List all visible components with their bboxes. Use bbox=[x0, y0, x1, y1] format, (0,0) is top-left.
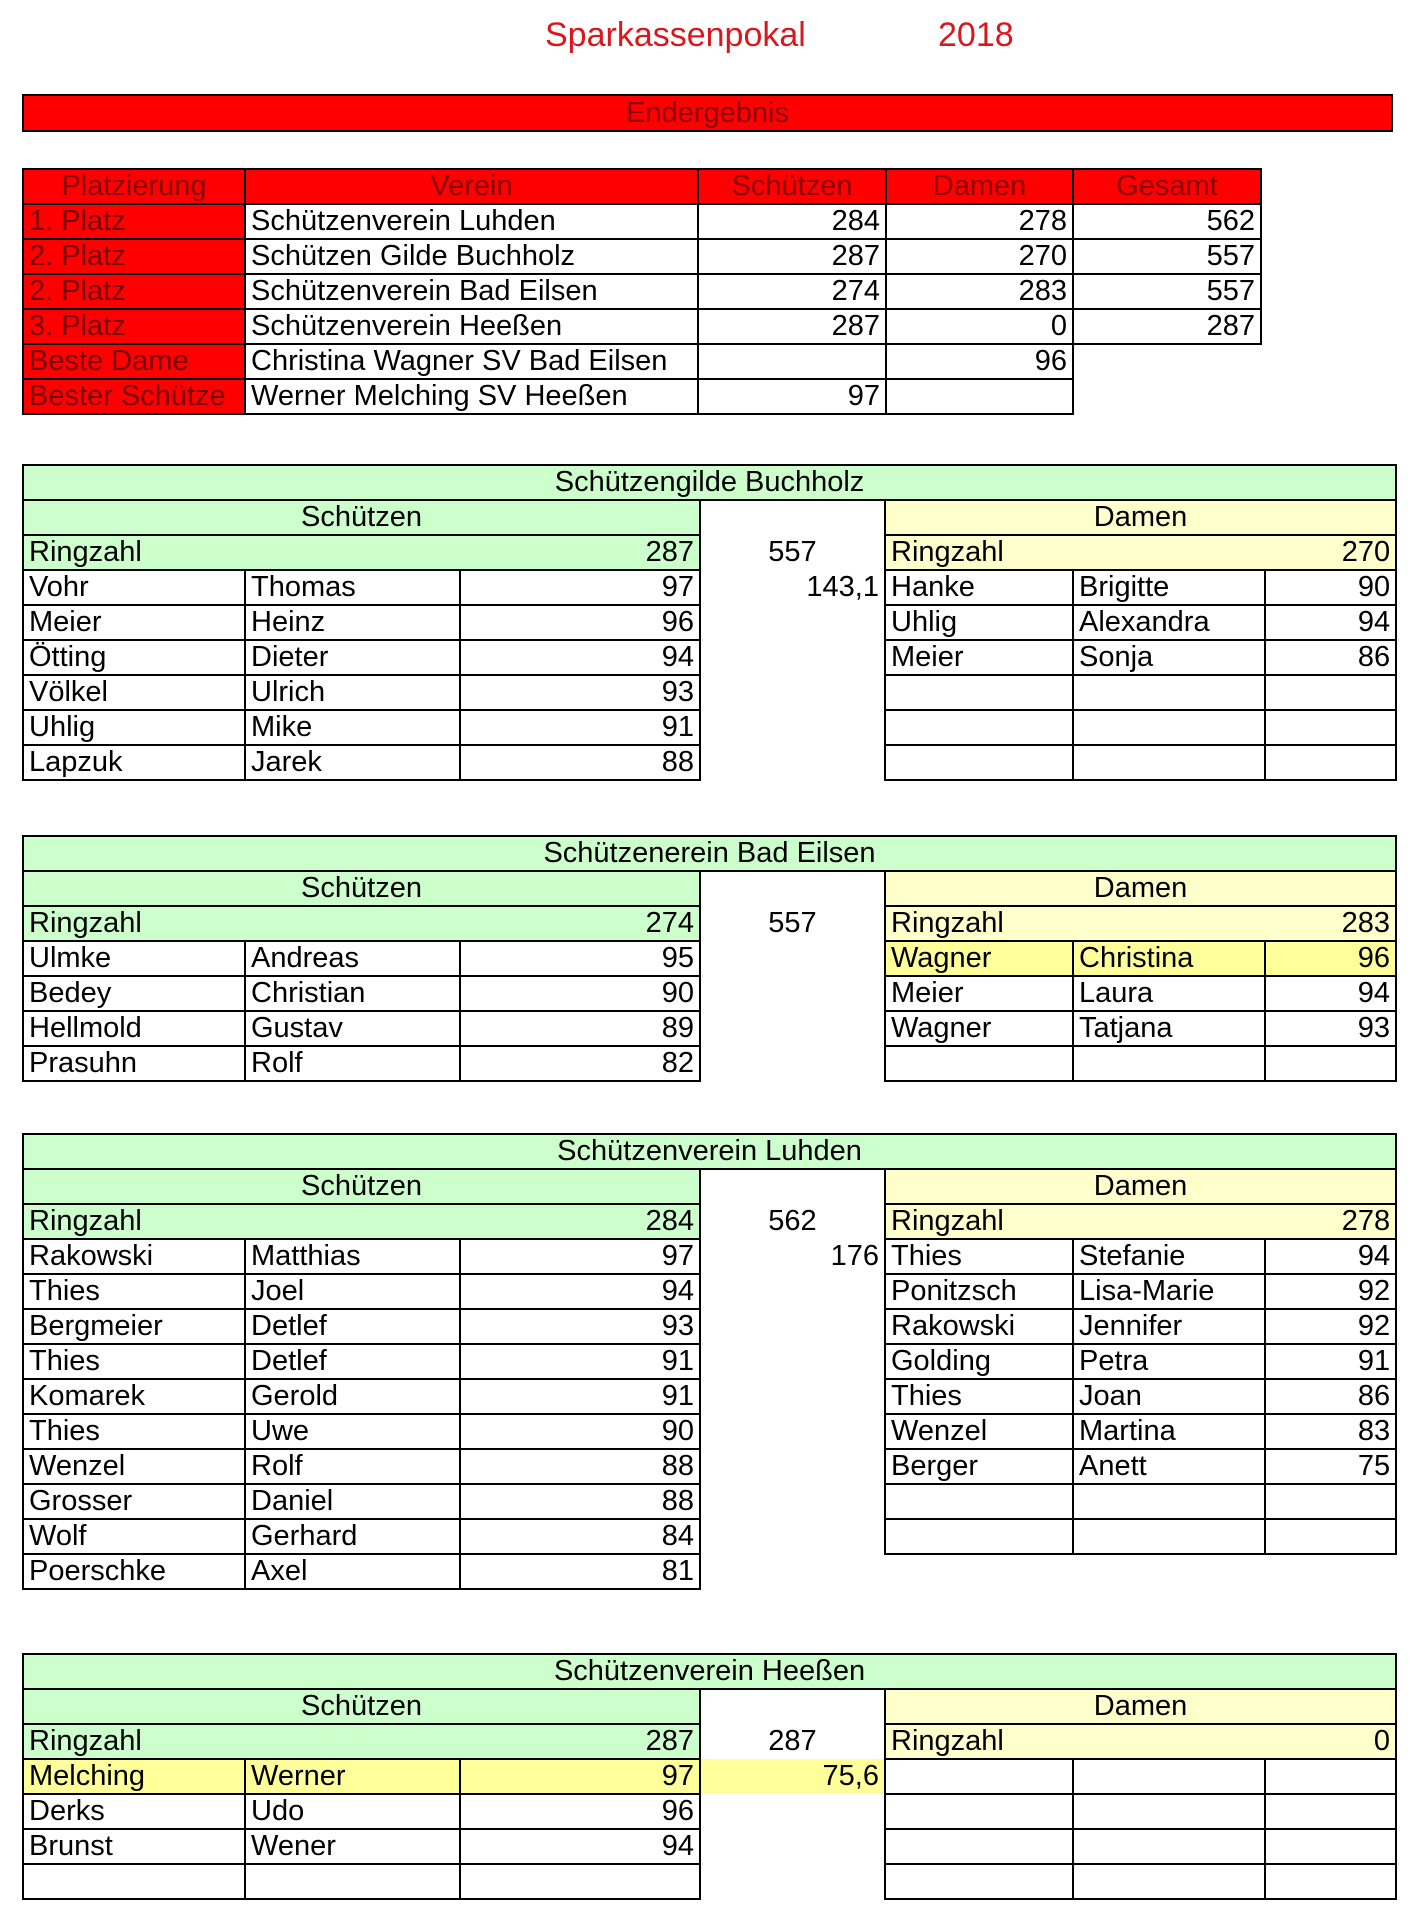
blank-cell bbox=[700, 1794, 885, 1829]
shooter-firstname: Rolf bbox=[245, 1046, 460, 1081]
shooter-surname: Meier bbox=[23, 605, 245, 640]
lady-surname: Berger bbox=[885, 1449, 1073, 1484]
lady-surname: Meier bbox=[885, 640, 1073, 675]
schuetzen-ringzahl-label: Ringzahl bbox=[23, 1204, 460, 1239]
lady-surname: Ponitzsch bbox=[885, 1274, 1073, 1309]
damen-cell: 0 bbox=[886, 309, 1073, 344]
schuetzen-ringzahl-label: Ringzahl bbox=[23, 535, 460, 570]
shooter-surname: Prasuhn bbox=[23, 1046, 245, 1081]
shooter-firstname: Gerhard bbox=[245, 1519, 460, 1554]
shooter-score: 88 bbox=[460, 1484, 700, 1519]
schuetzen-ringzahl-value: 287 bbox=[460, 1724, 700, 1759]
section-title-row bbox=[23, 836, 1396, 871]
schuetzen-ringzahl-label: Ringzahl bbox=[23, 906, 460, 941]
damen-group-label: Damen bbox=[885, 871, 1396, 906]
lady-score: 92 bbox=[1265, 1274, 1396, 1309]
lady-score: 94 bbox=[1265, 605, 1396, 640]
lady-firstname: Petra bbox=[1073, 1344, 1265, 1379]
shooter-surname: Grosser bbox=[23, 1484, 245, 1519]
lady-firstname bbox=[1073, 1759, 1265, 1794]
shooter-surname: Bedey bbox=[23, 976, 245, 1011]
lady-score: 94 bbox=[1265, 976, 1396, 1011]
blank-cell bbox=[1073, 379, 1261, 414]
lady-surname bbox=[885, 745, 1073, 780]
damen-group-label: Damen bbox=[885, 1689, 1396, 1724]
extra-value: 143,1 bbox=[806, 571, 879, 603]
lady-firstname bbox=[1073, 710, 1265, 745]
endergebnis-banner: Endergebnis bbox=[22, 94, 1393, 132]
lady-score bbox=[1265, 1794, 1396, 1829]
gesamt-cell: 557 bbox=[1073, 274, 1261, 309]
shooter-surname: Ötting bbox=[23, 640, 245, 675]
table-row bbox=[23, 605, 1396, 640]
shooter-firstname: Mike bbox=[245, 710, 460, 745]
blank-cell bbox=[700, 640, 885, 675]
table-row bbox=[23, 976, 1396, 1011]
lady-surname: Meier bbox=[885, 976, 1073, 1011]
blank-cell bbox=[700, 1449, 885, 1484]
shooter-score: 90 bbox=[460, 976, 700, 1011]
lady-surname bbox=[885, 1519, 1073, 1554]
section-title: Schützengilde Buchholz bbox=[23, 465, 1396, 500]
lady-score: 94 bbox=[1265, 1239, 1396, 1274]
shooter-score: 91 bbox=[460, 1379, 700, 1414]
club-cell: Schützenverein Luhden bbox=[245, 204, 698, 239]
shooter-firstname: Wener bbox=[245, 1829, 460, 1864]
lady-surname bbox=[885, 1759, 1073, 1794]
table-row bbox=[23, 204, 1261, 239]
lady-firstname: Jennifer bbox=[1073, 1309, 1265, 1344]
lady-score: 86 bbox=[1265, 1379, 1396, 1414]
schuetzen-ringzahl-value: 284 bbox=[460, 1204, 700, 1239]
lady-firstname: Brigitte bbox=[1073, 570, 1265, 605]
blank-cell bbox=[700, 710, 885, 745]
blank-cell bbox=[1265, 1554, 1396, 1589]
section-title: Schützenerein Bad Eilsen bbox=[23, 836, 1396, 871]
schuetzen-cell: 287 bbox=[698, 309, 886, 344]
schuetzen-cell: 287 bbox=[698, 239, 886, 274]
shooter-firstname: Ulrich bbox=[245, 675, 460, 710]
blank-cell bbox=[1073, 344, 1261, 379]
shooter-firstname: Gerold bbox=[245, 1379, 460, 1414]
club-section-table bbox=[22, 835, 1397, 1082]
lady-firstname bbox=[1073, 1519, 1265, 1554]
blank-cell bbox=[700, 976, 885, 1011]
shooter-surname bbox=[23, 1864, 245, 1899]
damen-ringzahl-value: 283 bbox=[1265, 906, 1396, 941]
lady-score: 96 bbox=[1265, 941, 1396, 976]
table-row bbox=[23, 1414, 1396, 1449]
schuetzen-cell: 284 bbox=[698, 204, 886, 239]
damen-ringzahl-value: 0 bbox=[1265, 1724, 1396, 1759]
blank-cell bbox=[700, 1011, 885, 1046]
shooter-score: 94 bbox=[460, 1829, 700, 1864]
shooter-surname: Poerschke bbox=[23, 1554, 245, 1589]
lady-firstname: Martina bbox=[1073, 1414, 1265, 1449]
beste-dame-name: Christina Wagner SV Bad Eilsen bbox=[245, 344, 698, 379]
lady-score bbox=[1265, 1759, 1396, 1794]
lady-score: 75 bbox=[1265, 1449, 1396, 1484]
damen-ringzahl-label: Ringzahl bbox=[885, 535, 1265, 570]
lady-firstname: Lisa-Marie bbox=[1073, 1274, 1265, 1309]
table-row bbox=[23, 1864, 1396, 1899]
lady-score bbox=[1265, 675, 1396, 710]
blank-cell bbox=[700, 675, 885, 710]
shooter-score: 94 bbox=[460, 640, 700, 675]
endergebnis-table bbox=[22, 168, 1262, 415]
section-title: Schützenverein Luhden bbox=[23, 1134, 1396, 1169]
shooter-score: 95 bbox=[460, 941, 700, 976]
gesamt-cell: 557 bbox=[1073, 239, 1261, 274]
ringzahl-row bbox=[23, 1724, 1396, 1759]
shooter-firstname: Heinz bbox=[245, 605, 460, 640]
page-title bbox=[0, 14, 1418, 64]
table-row bbox=[23, 1759, 1396, 1794]
lady-firstname bbox=[1073, 1484, 1265, 1519]
schuetzen-cell: 274 bbox=[698, 274, 886, 309]
table-row bbox=[23, 1449, 1396, 1484]
shooter-firstname: Rolf bbox=[245, 1449, 460, 1484]
blank-cell bbox=[700, 605, 885, 640]
shooter-firstname: Werner bbox=[245, 1759, 460, 1794]
table-row bbox=[23, 1484, 1396, 1519]
blank-cell bbox=[700, 1689, 885, 1724]
table-row bbox=[23, 675, 1396, 710]
shooter-score: 96 bbox=[460, 1794, 700, 1829]
shooter-score: 97 bbox=[460, 1239, 700, 1274]
lady-surname: Thies bbox=[885, 1379, 1073, 1414]
shooter-score: 97 bbox=[460, 570, 700, 605]
damen-ringzahl-label: Ringzahl bbox=[885, 1724, 1265, 1759]
lady-score: 93 bbox=[1265, 1011, 1396, 1046]
gesamt-value: 557 bbox=[768, 907, 817, 939]
shooter-firstname: Uwe bbox=[245, 1414, 460, 1449]
col-header-platzierung: Platzierung bbox=[23, 169, 245, 204]
lady-surname: Wagner bbox=[885, 1011, 1073, 1046]
shooter-surname: Thies bbox=[23, 1344, 245, 1379]
damen-ringzahl-value: 278 bbox=[1265, 1204, 1396, 1239]
club-cell: Schützenverein Heeßen bbox=[245, 309, 698, 344]
shooter-surname: Derks bbox=[23, 1794, 245, 1829]
gesamt-value: 562 bbox=[768, 1205, 817, 1237]
schuetzen-group-label: Schützen bbox=[23, 500, 700, 535]
shooter-firstname: Andreas bbox=[245, 941, 460, 976]
shooter-firstname: Gustav bbox=[245, 1011, 460, 1046]
damen-ringzahl-label: Ringzahl bbox=[885, 1204, 1265, 1239]
col-header-gesamt: Gesamt bbox=[1073, 169, 1261, 204]
lady-surname bbox=[885, 1864, 1073, 1899]
lady-score: 86 bbox=[1265, 640, 1396, 675]
damen-ringzahl-value: 270 bbox=[1265, 535, 1396, 570]
club-section-table bbox=[22, 1133, 1397, 1590]
club-section-table bbox=[22, 464, 1397, 781]
lady-score bbox=[1265, 1519, 1396, 1554]
table-row bbox=[23, 274, 1261, 309]
blank-cell bbox=[700, 745, 885, 780]
lady-surname bbox=[885, 1484, 1073, 1519]
lady-surname: Wagner bbox=[885, 941, 1073, 976]
shooter-firstname: Daniel bbox=[245, 1484, 460, 1519]
shooter-score: 93 bbox=[460, 1309, 700, 1344]
beste-dame-row bbox=[23, 344, 1261, 379]
lady-firstname bbox=[1073, 1829, 1265, 1864]
lady-score bbox=[1265, 1864, 1396, 1899]
shooter-surname: Thies bbox=[23, 1414, 245, 1449]
table-row bbox=[23, 239, 1261, 274]
club-cell: Schützenverein Bad Eilsen bbox=[245, 274, 698, 309]
lady-score: 90 bbox=[1265, 570, 1396, 605]
section-title-row bbox=[23, 465, 1396, 500]
empty-cell bbox=[886, 379, 1073, 414]
section-title-row bbox=[23, 1654, 1396, 1689]
club-cell: Schützen Gilde Buchholz bbox=[245, 239, 698, 274]
schuetzen-ringzahl-value: 287 bbox=[460, 535, 700, 570]
shooter-firstname: Jarek bbox=[245, 745, 460, 780]
lady-surname: Golding bbox=[885, 1344, 1073, 1379]
shooter-score: 96 bbox=[460, 605, 700, 640]
shooter-surname: Ulmke bbox=[23, 941, 245, 976]
bester-schuetze-value: 97 bbox=[698, 379, 886, 414]
lady-score bbox=[1265, 1829, 1396, 1864]
blank-cell bbox=[700, 1169, 885, 1204]
schuetzen-group-label: Schützen bbox=[23, 1689, 700, 1724]
shooter-score: 93 bbox=[460, 675, 700, 710]
blank-cell bbox=[700, 1309, 885, 1344]
section-group-row bbox=[23, 1689, 1396, 1724]
shooter-surname: Vohr bbox=[23, 570, 245, 605]
col-header-damen: Damen bbox=[886, 169, 1073, 204]
schuetzen-group-label: Schützen bbox=[23, 871, 700, 906]
shooter-score: 84 bbox=[460, 1519, 700, 1554]
blank-cell bbox=[1073, 1554, 1265, 1589]
shooter-score: 88 bbox=[460, 745, 700, 780]
table-row bbox=[23, 1829, 1396, 1864]
place-cell: 2. Platz bbox=[23, 274, 245, 309]
endergebnis-header-row bbox=[23, 169, 1261, 204]
table-row bbox=[23, 1379, 1396, 1414]
blank-cell bbox=[700, 1484, 885, 1519]
damen-cell: 283 bbox=[886, 274, 1073, 309]
schuetzen-ringzahl-value: 274 bbox=[460, 906, 700, 941]
lady-surname bbox=[885, 1794, 1073, 1829]
shooter-score: 89 bbox=[460, 1011, 700, 1046]
table-row bbox=[23, 1011, 1396, 1046]
shooter-firstname bbox=[245, 1864, 460, 1899]
damen-cell: 270 bbox=[886, 239, 1073, 274]
blank-cell bbox=[700, 1046, 885, 1081]
shooter-score: 82 bbox=[460, 1046, 700, 1081]
blank-cell bbox=[700, 1519, 885, 1554]
shooter-surname: Lapzuk bbox=[23, 745, 245, 780]
extra-value: 176 bbox=[830, 1240, 879, 1272]
section-title: Schützenverein Heeßen bbox=[23, 1654, 1396, 1689]
lady-score bbox=[1265, 710, 1396, 745]
section-title-row bbox=[23, 1134, 1396, 1169]
blank-cell bbox=[700, 1554, 885, 1589]
shooter-firstname: Detlef bbox=[245, 1309, 460, 1344]
lady-firstname: Alexandra bbox=[1073, 605, 1265, 640]
blank-cell bbox=[700, 1864, 885, 1899]
shooter-surname: Brunst bbox=[23, 1829, 245, 1864]
damen-group-label: Damen bbox=[885, 500, 1396, 535]
lady-score: 92 bbox=[1265, 1309, 1396, 1344]
lady-score bbox=[1265, 1046, 1396, 1081]
shooter-surname: Wenzel bbox=[23, 1449, 245, 1484]
blank-cell bbox=[700, 1274, 885, 1309]
table-row bbox=[23, 1794, 1396, 1829]
empty-cell bbox=[698, 344, 886, 379]
lady-firstname bbox=[1073, 745, 1265, 780]
gesamt-value: 557 bbox=[768, 536, 817, 568]
beste-dame-value: 96 bbox=[886, 344, 1073, 379]
shooter-firstname: Dieter bbox=[245, 640, 460, 675]
extra-value: 75,6 bbox=[700, 1759, 885, 1794]
lady-firstname bbox=[1073, 1864, 1265, 1899]
shooter-firstname: Detlef bbox=[245, 1344, 460, 1379]
table-row bbox=[23, 570, 1396, 605]
lady-surname: Rakowski bbox=[885, 1309, 1073, 1344]
beste-dame-label: Beste Dame bbox=[23, 344, 245, 379]
place-cell: 1. Platz bbox=[23, 204, 245, 239]
shooter-score: 88 bbox=[460, 1449, 700, 1484]
gesamt-cell: 287 bbox=[1073, 309, 1261, 344]
ringzahl-row bbox=[23, 1204, 1396, 1239]
blank-cell bbox=[700, 1414, 885, 1449]
lady-firstname: Anett bbox=[1073, 1449, 1265, 1484]
table-row bbox=[23, 1309, 1396, 1344]
shooter-score: 97 bbox=[460, 1759, 700, 1794]
shooter-firstname: Axel bbox=[245, 1554, 460, 1589]
damen-group-label: Damen bbox=[885, 1169, 1396, 1204]
table-row bbox=[23, 710, 1396, 745]
blank-cell bbox=[700, 1379, 885, 1414]
lady-score bbox=[1265, 745, 1396, 780]
table-row bbox=[23, 1274, 1396, 1309]
place-cell: 2. Platz bbox=[23, 239, 245, 274]
gesamt-cell: 562 bbox=[1073, 204, 1261, 239]
blank-cell bbox=[700, 500, 885, 535]
shooter-surname: Rakowski bbox=[23, 1239, 245, 1274]
blank-cell bbox=[700, 1829, 885, 1864]
col-header-schuetzen: Schützen bbox=[698, 169, 886, 204]
ringzahl-row bbox=[23, 906, 1396, 941]
lady-firstname bbox=[1073, 675, 1265, 710]
bester-schuetze-row bbox=[23, 379, 1261, 414]
damen-cell: 278 bbox=[886, 204, 1073, 239]
col-header-verein: Verein bbox=[245, 169, 698, 204]
lady-firstname: Stefanie bbox=[1073, 1239, 1265, 1274]
blank-cell bbox=[885, 1554, 1073, 1589]
extra-value bbox=[700, 941, 885, 976]
bester-schuetze-label: Bester Schütze bbox=[23, 379, 245, 414]
shooter-firstname: Thomas bbox=[245, 570, 460, 605]
lady-surname: Hanke bbox=[885, 570, 1073, 605]
lady-firstname: Sonja bbox=[1073, 640, 1265, 675]
schuetzen-group-label: Schützen bbox=[23, 1169, 700, 1204]
section-group-row bbox=[23, 1169, 1396, 1204]
table-row bbox=[23, 640, 1396, 675]
shooter-firstname: Matthias bbox=[245, 1239, 460, 1274]
shooter-score: 81 bbox=[460, 1554, 700, 1589]
gesamt-value: 287 bbox=[768, 1725, 817, 1757]
lady-firstname: Tatjana bbox=[1073, 1011, 1265, 1046]
shooter-score: 91 bbox=[460, 1344, 700, 1379]
table-row bbox=[23, 745, 1396, 780]
shooter-surname: Komarek bbox=[23, 1379, 245, 1414]
shooter-surname: Wolf bbox=[23, 1519, 245, 1554]
lady-surname: Thies bbox=[885, 1239, 1073, 1274]
shooter-firstname: Christian bbox=[245, 976, 460, 1011]
shooter-surname: Hellmold bbox=[23, 1011, 245, 1046]
shooter-score: 94 bbox=[460, 1274, 700, 1309]
place-cell: 3. Platz bbox=[23, 309, 245, 344]
shooter-firstname: Udo bbox=[245, 1794, 460, 1829]
title-year: 2018 bbox=[938, 16, 1014, 54]
lady-score bbox=[1265, 1484, 1396, 1519]
shooter-surname: Völkel bbox=[23, 675, 245, 710]
damen-ringzahl-label: Ringzahl bbox=[885, 906, 1265, 941]
blank-cell bbox=[700, 871, 885, 906]
lady-surname: Wenzel bbox=[885, 1414, 1073, 1449]
table-row bbox=[23, 1554, 1396, 1589]
table-row bbox=[23, 309, 1261, 344]
bester-schuetze-name: Werner Melching SV Heeßen bbox=[245, 379, 698, 414]
shooter-firstname: Joel bbox=[245, 1274, 460, 1309]
shooter-score: 91 bbox=[460, 710, 700, 745]
lady-surname bbox=[885, 1046, 1073, 1081]
section-group-row bbox=[23, 500, 1396, 535]
table-row bbox=[23, 1046, 1396, 1081]
lady-firstname: Joan bbox=[1073, 1379, 1265, 1414]
shooter-surname: Uhlig bbox=[23, 710, 245, 745]
shooter-score: 90 bbox=[460, 1414, 700, 1449]
schuetzen-ringzahl-label: Ringzahl bbox=[23, 1724, 460, 1759]
table-row bbox=[23, 1239, 1396, 1274]
title-text: Sparkassenpokal bbox=[545, 16, 806, 54]
shooter-surname: Bergmeier bbox=[23, 1309, 245, 1344]
blank-cell bbox=[700, 1344, 885, 1379]
lady-score: 91 bbox=[1265, 1344, 1396, 1379]
lady-firstname bbox=[1073, 1794, 1265, 1829]
ringzahl-row bbox=[23, 535, 1396, 570]
club-section-table bbox=[22, 1653, 1397, 1900]
table-row bbox=[23, 1344, 1396, 1379]
lady-surname bbox=[885, 675, 1073, 710]
lady-surname bbox=[885, 710, 1073, 745]
table-row bbox=[23, 1519, 1396, 1554]
lady-firstname bbox=[1073, 1046, 1265, 1081]
section-group-row bbox=[23, 871, 1396, 906]
lady-firstname: Laura bbox=[1073, 976, 1265, 1011]
shooter-surname: Melching bbox=[23, 1759, 245, 1794]
shooter-score bbox=[460, 1864, 700, 1899]
lady-score: 83 bbox=[1265, 1414, 1396, 1449]
shooter-surname: Thies bbox=[23, 1274, 245, 1309]
table-row bbox=[23, 941, 1396, 976]
lady-firstname: Christina bbox=[1073, 941, 1265, 976]
lady-surname bbox=[885, 1829, 1073, 1864]
lady-surname: Uhlig bbox=[885, 605, 1073, 640]
